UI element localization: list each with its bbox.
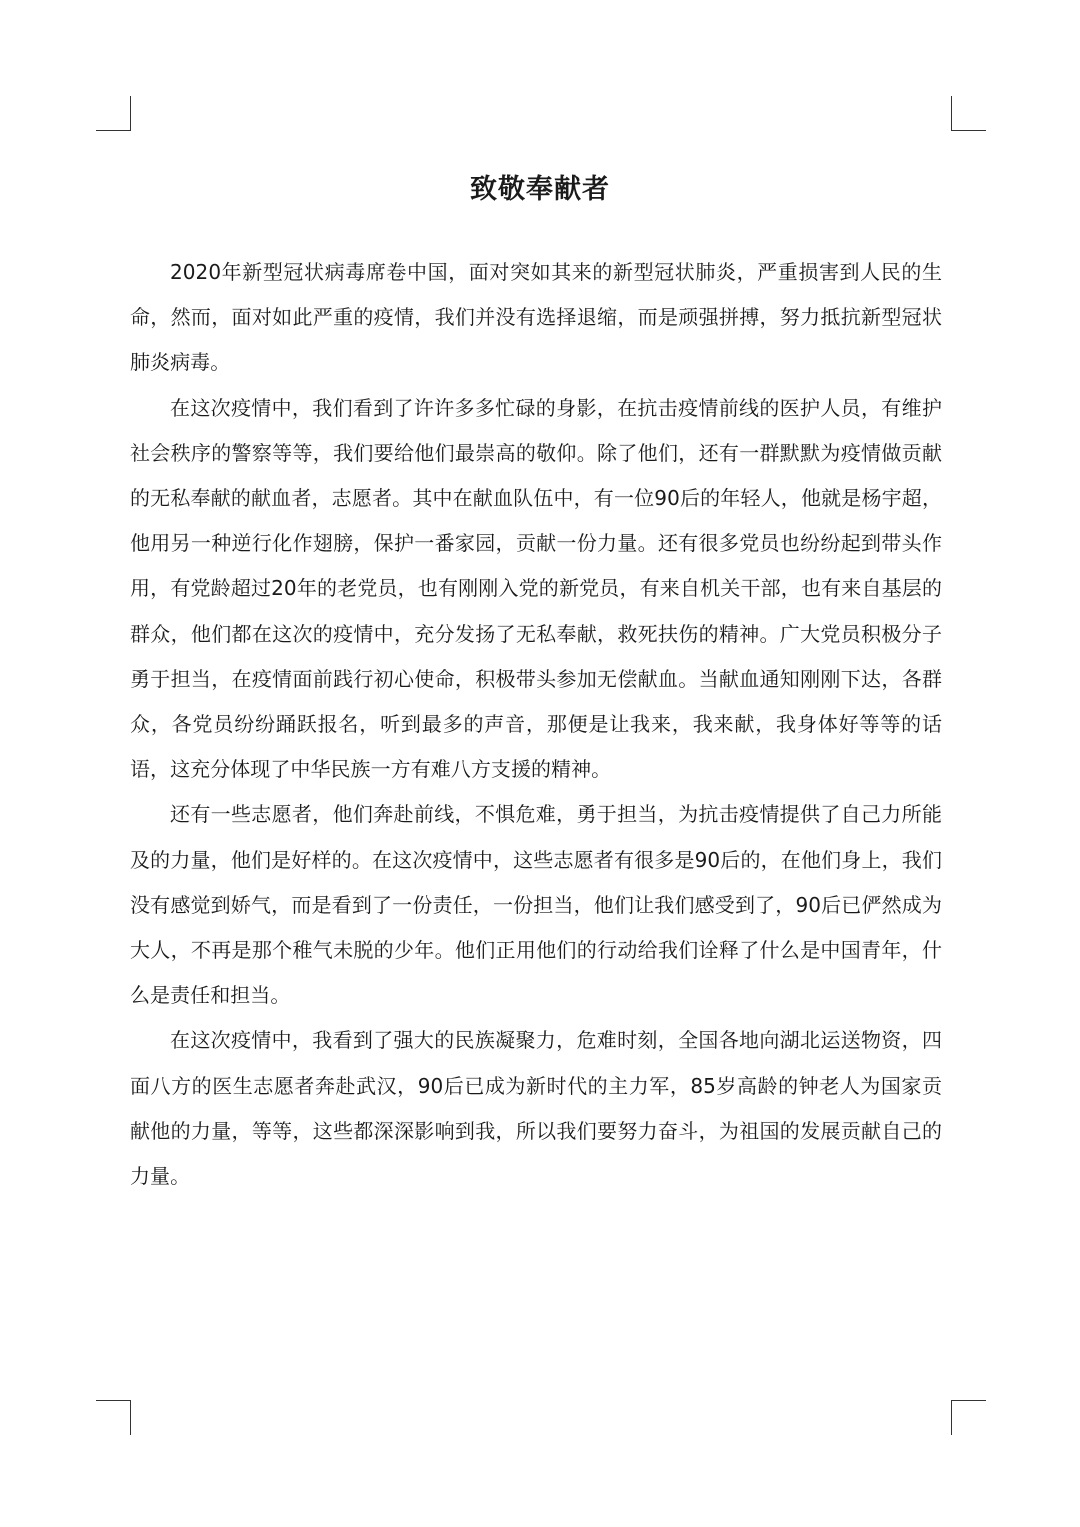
crop-mark-bottom-left (96, 1400, 131, 1435)
crop-mark-top-left (96, 96, 131, 131)
paragraph-2: 在这次疫情中，我们看到了许许多多忙碌的身影，在抗击疫情前线的医护人员，有维护社会秩序的警察等等，我们要给他们最崇高的敬仰。除了他们，还有一群默默为疫情做贡献的无私奉献的献血者，志愿者。其中在献血队伍中，有一位90后的年轻人，他就是杨宇超，他用另一种逆行化作翅膀，保护一番家园，贡献一份力量。还有很多党员也纷纷起到带头作用，有党龄超过20年的老党员，也有刚刚入党的新党员，有来自机关干部，也有来自基层的群众，他们都在这次的疫情中，充分发扬了无私奉献，救死扶伤的精神。广大党员积极分子勇于担当，在疫情面前践行初心使命，积极带头参加无偿献血。当献血通知刚刚下达，各群众，各党员纷纷踊跃报名，听到最多的声音，那便是让我来，我来献，我身体好等等的话语，这充分体现了中华民族一方有难八方支援的精神。 (130, 395, 942, 782)
paragraph-4: 在这次疫情中，我看到了强大的民族凝聚力，危难时刻，全国各地向湖北运送物资，四面八方的医生志愿者奔赴武汉，90后已成为新时代的主力军，85岁高龄的钟老人为国家贡献他的力量，等等，这些都深深影响到我，所以我们要努力奋斗，为祖国的发展贡献自己的力量。 (130, 1028, 942, 1189)
document-body (130, 250, 942, 1199)
paragraph-1: 2020年新型冠状病毒席卷中国，面对突如其来的新型冠状肺炎，严重损害到人民的生命，然而，面对如此严重的疫情，我们并没有选择退缩，而是顽强拼搏，努力抵抗新型冠状肺炎病毒。 (130, 260, 942, 375)
crop-mark-top-right (951, 96, 986, 131)
crop-mark-bottom-right (951, 1400, 986, 1435)
document-title: 致敬奉献者 (470, 174, 610, 205)
paragraph-3: 还有一些志愿者，他们奔赴前线，不惧危难，勇于担当，为抗击疫情提供了自己力所能及的力量，他们是好样的。在这次疫情中，这些志愿者有很多是90后的，在他们身上，我们没有感觉到娇气，而是看到了一份责任，一份担当，他们让我们感受到了，90后已俨然成为大人，不再是那个稚气未脱的少年。他们正用他们的行动给我们诠释了什么是中国青年，什么是责任和担当。 (130, 802, 942, 1008)
